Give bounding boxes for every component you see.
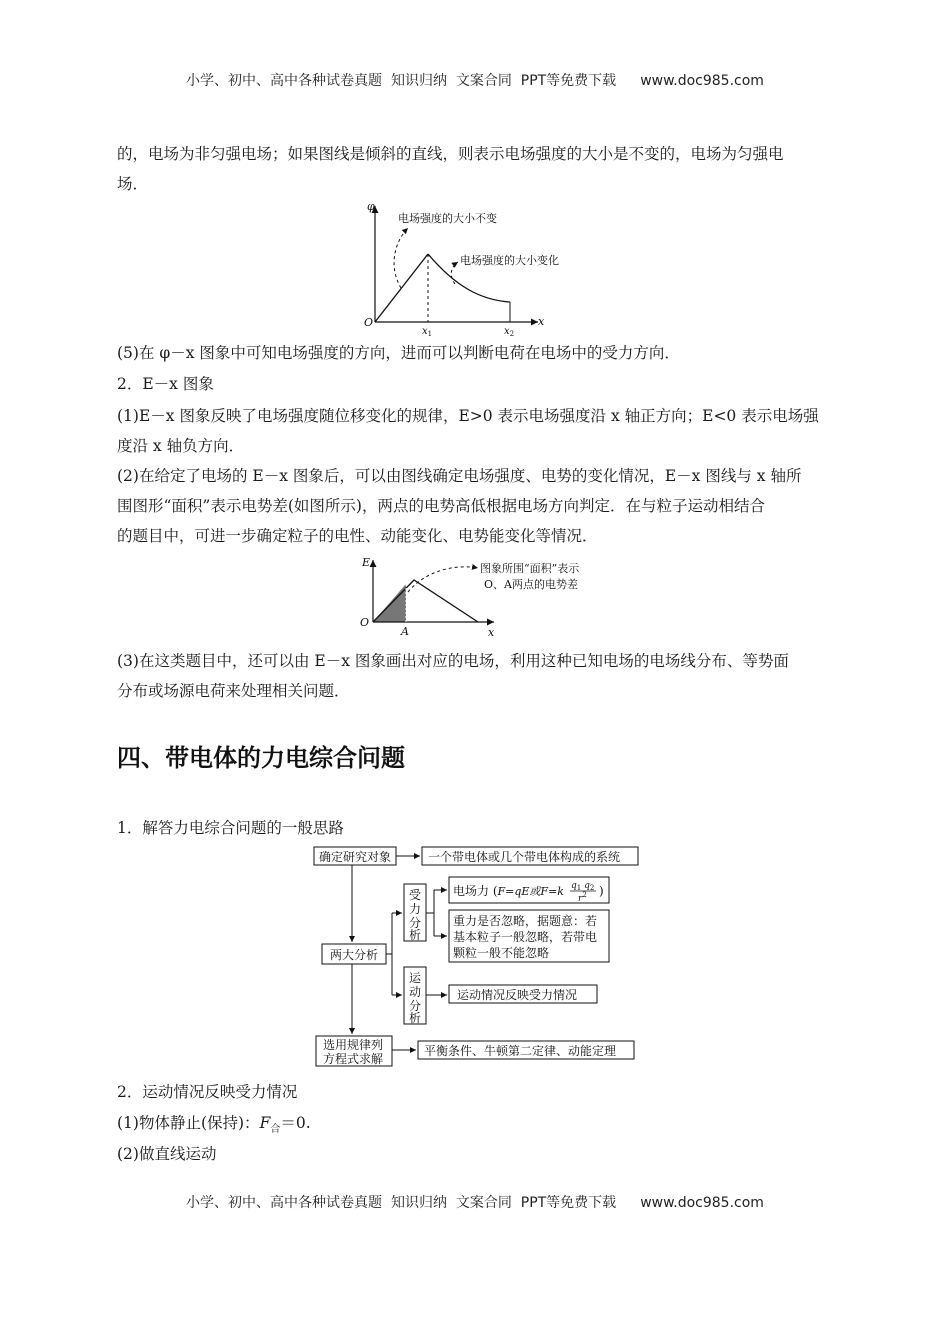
s2-p2-line3: 的题目中，可进一步确定粒子的电性、动能变化、电势能变化等情况． [117,527,598,545]
item-5: (5)在 φ－x 图象中可知电场强度的方向，进而可以判断电荷在电场中的受力方向． [117,344,680,362]
x1-label: $x_1$ [422,326,433,336]
box-motion-c3: 分 [409,999,422,1013]
e-x-figure [356,556,606,642]
box-gravity-l2: 基本粒子一般忽略，若带电 [453,930,598,944]
flowchart [312,843,642,1068]
box-motion-reflect-text: 运动情况反映受力情况 [457,988,578,1002]
s4-item1: 1．解答力电综合问题的一般思路 [117,819,344,837]
box-select-l2: 方程式求解 [323,1052,384,1066]
box-force-c4: 析 [409,928,422,942]
label-const: 电场强度的大小不变 [398,212,497,225]
area-label-l2: O、A两点的电势差 [484,578,578,591]
para-top-line2: 场． [117,175,149,193]
formula-close: ) [599,884,604,898]
box-two-text: 两大分析 [330,948,379,962]
box-motion-c4: 析 [409,1011,422,1025]
origin-label: O [360,616,370,629]
s4-item2-1: (1)物体静止(保持)：$F_合=0$. [117,1114,311,1136]
axis-y-label: E [362,556,371,569]
s2-p3-line2: 分布或场源电荷来处理相关问题． [117,682,350,700]
x2-label: $x_2$ [504,326,515,336]
header-text: 小学、初中、高中各种试卷真题 知识归纳 文案合同 PPT等免费下载 [186,73,617,89]
phi-curve [375,254,428,322]
para-top-line1: 的，电场为非匀强电场；如果图线是倾斜的直线，则表示电场强度的大小是不变的，电场为匀强电 [117,145,784,163]
sec2-title: 2．E－x 图象 [117,375,214,393]
point-a-label: A [401,625,409,638]
box-force-c1: 受 [409,888,422,902]
page-header [0,70,950,90]
origin-label: O [364,316,374,329]
box-motion-c2: 动 [409,985,422,999]
s2-p2-line1: (2)在给定了电场的 E－x 图象后，可以由图线确定电场强度、电势的变化情况，E－x 图线与 x 轴所 [117,467,802,485]
page-footer [0,1192,950,1212]
s2-p1-line2: 度沿 x 轴负方向． [117,437,245,455]
s2-p3-line1: (3)在这类题目中，还可以由 E－x 图象画出对应的电场，利用这种已知电场的电场线分布、等势面 [117,652,789,670]
s2-p2-line2: 围图形“面积”表示电势差(如图所示)，两点的电势高低根据电场方向判定．在与粒子运动相结合 [117,497,765,515]
axis-y-label: φ [367,200,375,213]
box-gravity-l1: 重力是否忽略，据题意：若 [453,914,598,928]
header-url[interactable]: www.doc985.com [640,73,764,89]
footer-text: 小学、初中、高中各种试卷真题 知识归纳 文案合同 PPT等免费下载 [186,1195,617,1211]
box-motion-c1: 运 [409,971,422,985]
area-label-l1: 图象所围“面积”表示 [480,562,580,575]
phi-x-figure [360,196,560,336]
s4-item2-2: (2)做直线运动 [117,1145,217,1163]
label-vary: 电场强度的大小变化 [460,254,559,267]
formula-numerator: $q_1$ $q_2$ [571,881,595,892]
formula-denominator: $r^2$ [578,891,587,904]
section-4-title: 四、带电体的力电综合问题 [117,744,405,772]
callout-const [394,228,408,288]
box-field-force-text: 电场力 (F=qE或F=k [453,884,564,898]
box-select-l1: 选用规律列 [323,1038,384,1052]
s2-p1-line1: (1)E－x 图象反映了电场强度随位移变化的规律，E>0 表示电场强度沿 x 轴正方向；E<0 表示电场强 [117,407,819,425]
s4-item2: 2．运动情况反映受力情况 [117,1083,298,1101]
box-object-text: 确定研究对象 [319,850,392,864]
axis-x-label: x [538,315,545,328]
box-laws-text: 平衡条件、牛顿第二定律、动能定理 [424,1044,617,1058]
axis-x-label: x [488,626,495,639]
callout-area [408,567,478,592]
box-force-c3: 分 [409,916,422,930]
box-gravity-l3: 颗粒一般不能忽略 [453,946,550,960]
box-force-c2: 力 [409,902,422,916]
footer-url[interactable]: www.doc985.com [640,1195,764,1211]
box-system-text: 一个带电体或几个带电体构成的系统 [428,850,621,864]
